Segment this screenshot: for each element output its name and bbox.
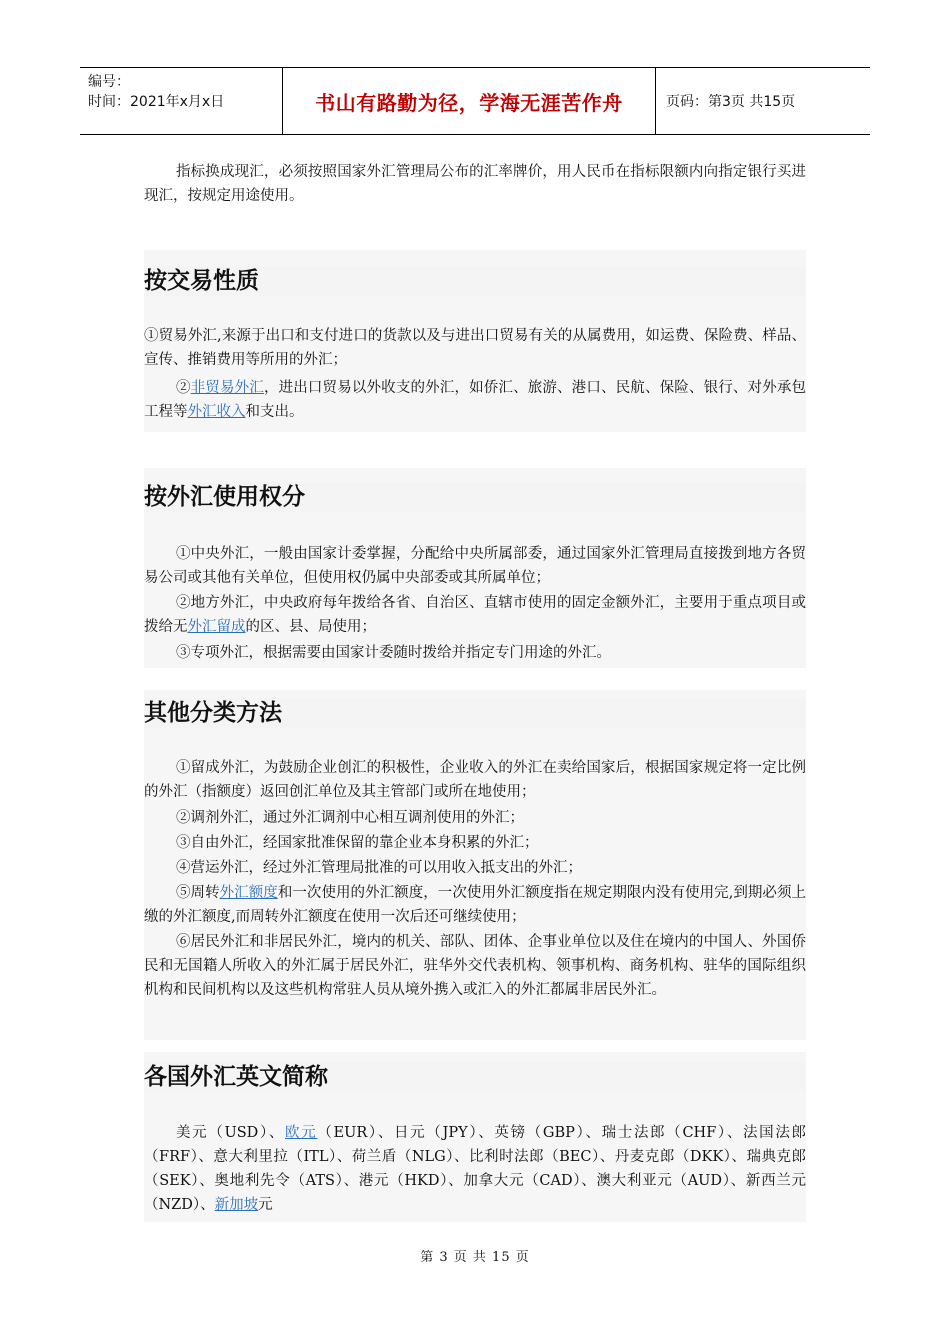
link-forex-income[interactable]: 外汇收入 — [187, 404, 246, 420]
other-paragraph-6: ⑥居民外汇和非居民外汇，境内的机关、部队、团体、企事业单位以及住在境内的中国人、外国侨民和无国籍人所收入的外汇属于居民外汇，驻华外交代表机构、领事机构、商务机构、驻华的国际组织机构和民间机构以及这些机构常驻人员从境外携入或汇入的外汇都属非居民外汇。 — [144, 934, 806, 998]
link-forex-quota[interactable]: 外汇额度 — [219, 885, 278, 901]
other-paragraph-4: ④营运外汇，经过外汇管理局批准的可以用收入抵支出的外汇； — [176, 860, 582, 876]
other-paragraph-3: ③自由外汇，经国家批准保留的靠企业本身积累的外汇； — [176, 835, 539, 851]
page-footer: 第 3 页 共 15 页 — [420, 1250, 530, 1265]
usage-paragraph-1: ①中央外汇，一般由国家计委掌握，分配给中央所属部委，通过国家外汇管理局直接拨到地方各贸易公司或其他有关单位，但使用权仍属中央部委或其所属单位； — [144, 546, 806, 586]
usage-p2-text-a: ②地方外汇，中央政府每年拨给各省、自治区、直辖市使用的固定金额外汇，主要用于重点项目或拨给无 — [144, 595, 806, 635]
header-page-info: 页码：第3页 共15页 — [666, 94, 796, 110]
link-euro[interactable]: 欧元 — [285, 1125, 318, 1141]
header-motto: 书山有路勤为径，学海无涯苦作舟 — [283, 68, 656, 134]
other-p5-text-b: 和一次使用的外汇额度，一次使用外汇额度指在规定期限内没有使用完,到期必须上缴的外汇额度,而周转外汇额度在使用一次后还可继续使用； — [144, 885, 807, 925]
trade-paragraph-2 — [144, 376, 806, 424]
trade-p2-text-c: 和支出。 — [245, 404, 304, 420]
section-title-trade: 按交易性质 — [144, 266, 806, 296]
page-header — [80, 67, 870, 135]
section-title-usage: 按外汇使用权分 — [144, 482, 806, 512]
usage-p2-text-b: 的区、县、局使用； — [245, 619, 376, 635]
link-forex-retention[interactable]: 外汇留成 — [187, 619, 246, 635]
intro-paragraph: 指标换成现汇，必须按照国家外汇管理局公布的汇率牌价，用人民币在指标限额内向指定银行买进现汇，按规定用途使用。 — [144, 164, 806, 204]
trade-paragraph-1: ①贸易外汇,来源于出口和支付进口的货款以及与进出口贸易有关的从属费用，如运费、保险费、样品、宣传、推销费用等所用的外汇； — [144, 328, 806, 368]
other-paragraph-5 — [144, 881, 806, 929]
other-paragraph-2: ②调剂外汇，通过外汇调剂中心相互调剂使用的外汇； — [176, 810, 524, 826]
abbr-p1-text-b: （EUR）、日元（JPY）、英镑（GBP）、瑞士法郎（CHF）、法国法郎（FRF）、意大利里拉（ITL）、荷兰盾（NLG）、比利时法郎（BEC）、丹麦克郎（DKK）、瑞典克郎（SEK）、奥地利先令（ATS）、港元（HKD）、加拿大元（CAD）、澳大利亚元（AUD）、新西兰元（NZD）、 — [144, 1125, 807, 1213]
doc-time-label: 时间：2021年x月x日 — [88, 94, 225, 110]
other-paragraph-1: ①留成外汇，为鼓励企业创汇的积极性，企业收入的外汇在卖给国家后，根据国家规定将一定比例的外汇（指额度）返回创汇单位及其主管部门或所在地使用； — [144, 760, 806, 800]
abbr-p1-text-a: 美元（USD）、 — [176, 1125, 286, 1141]
header-meta — [80, 68, 283, 134]
link-non-trade-forex[interactable]: 非贸易外汇 — [190, 380, 264, 396]
link-singapore[interactable]: 新加坡 — [214, 1197, 259, 1213]
usage-paragraph-3: ③专项外汇，根据需要由国家计委随时拨给并指定专门用途的外汇。 — [176, 645, 611, 661]
section-title-other: 其他分类方法 — [144, 698, 806, 728]
section-title-abbr: 各国外汇英文简称 — [144, 1062, 806, 1092]
doc-number-label: 编号： — [88, 74, 130, 90]
trade-p2-text-a: ② — [176, 380, 191, 396]
abbr-paragraph-1 — [144, 1121, 806, 1217]
other-p5-text-a: ⑤周转 — [176, 885, 220, 901]
trade-p2-text-b: ，进出口贸易以外收支的外汇，如侨汇、旅游、港口、民航、保险、银行、对外承包工程等 — [144, 380, 807, 420]
usage-paragraph-2 — [144, 591, 806, 639]
abbr-p1-text-c: 元 — [258, 1197, 273, 1213]
